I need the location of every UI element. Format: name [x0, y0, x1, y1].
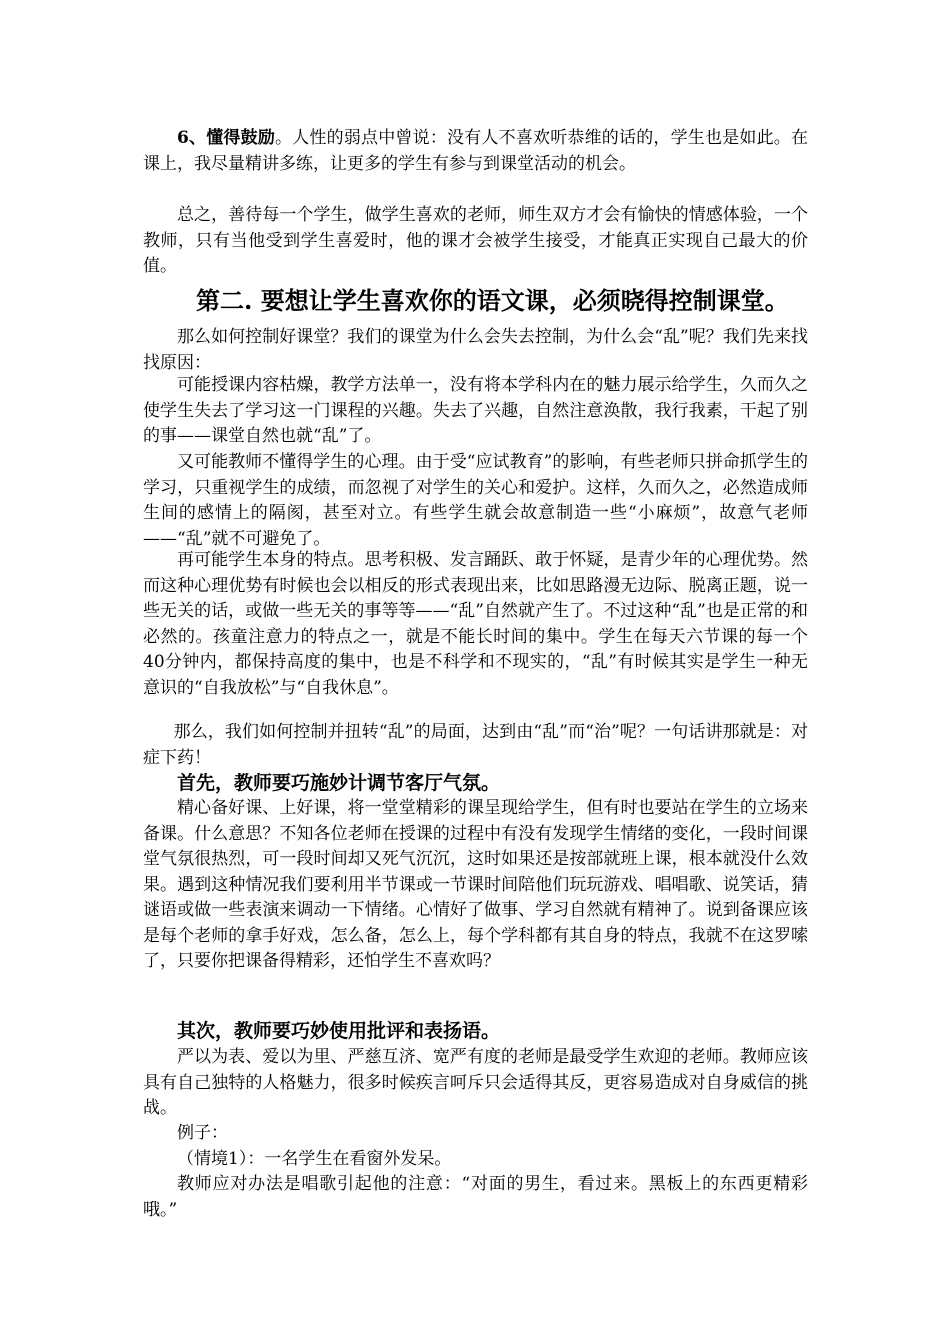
paragraph-encourage [143, 126, 808, 177]
paragraph-reason-3: 再可能学生本身的特点。思考积极、发言踊跃、敢于怀疑，是青少年的心理优势。然而这种心理优势有时候也会以相反的形式表现出来，比如思路漫无边际、脱离正题，说一些无关的话，或做一些无关的事等等——“乱”自然就产生了。不过这种“乱”也是正常的和必然的。孩童注意力的特点之一，就是不能长时间的集中。学生在每天六节课的每一个40分钟内，都保持高度的集中，也是不科学和不现实的，“乱”有时候其实是学生一种无意识的“自我放松”与“自我休息”。 [143, 550, 808, 698]
paragraph-reason-1: 可能授课内容枯燥，教学方法单一，没有将本学科内在的魅力展示给学生，久而久之使学生失去了学习这一门课程的兴趣。失去了兴趣，自然注意涣散，我行我素，干起了别的事——课堂自然也就“乱”了。 [143, 375, 808, 446]
paragraph-summary: 总之，善待每一个学生，做学生喜欢的老师，师生双方才会有愉快的情感体验，一个教师，只有当他受到学生喜爱时，他的课才会被学生接受，才能真正实现自己最大的价值。 [143, 205, 808, 276]
paragraph-question: 那么，我们如何控制并扭转“乱”的局面，达到由“乱”而“治”呢？一句话讲那就是：对症下药！ [143, 722, 808, 768]
paragraph-second-method: 严以为表、爱以为里、严慈互济、宽严有度的老师是最受学生欢迎的老师。教师应该具有自己独特的人格魅力，很多时候疾言呵斥只会适得其反，更容易造成对自身威信的挑战。 [143, 1047, 808, 1118]
heading-first-method: 首先，教师要巧施妙计调节客厅气氛。 [177, 772, 501, 794]
encourage-lead: 6、懂得鼓励 [177, 128, 276, 148]
situation-1: （情境1）：一名学生在看窗外发呆。 [177, 1149, 452, 1169]
paragraph-first-method: 精心备好课、上好课，将一堂堂精彩的课呈现给学生，但有时也要站在学生的立场来备课。什么意思？不知各位老师在授课的过程中有没有发现学生情绪的变化，一段时间课堂气氛很热烈，可一段时间却又死气沉沉，这时如果还是按部就班上课，根本就没什么效果。遇到这种情况我们要利用半节课或一节课时间陪他们玩玩游戏、唱唱歌、说笑话，猜谜语或做一些表演来调动一下情绪。心情好了做事、学习自然就有精神了。说到备课应该是每个老师的拿手好戏，怎么备，怎么上，每个学科都有其自身的特点，我就不在这罗嗦了，只要你把课备得精彩，还怕学生不喜欢吗？ [143, 798, 808, 971]
heading-second-method: 其次，教师要巧妙使用批评和表扬语。 [177, 1020, 501, 1042]
response-1: 教师应对办法是唱歌引起他的注意：“对面的男生，看过来。黑板上的东西更精彩哦。” [143, 1174, 808, 1220]
encourage-body: 。人性的弱点中曾说：没有人不喜欢听恭维的话的，学生也是如此。在课上，我尽量精讲多练，让更多的学生有参与到课堂活动的机会。 [143, 128, 808, 174]
heading-second-part: 第二. 要想让学生喜欢你的语文课，必须晓得控制课堂。 [196, 286, 789, 315]
paragraph-reason-2: 又可能教师不懂得学生的心理。由于受“应试教育”的影响，有些老师只拼命抓学生的学习，只重视学生的成绩，而忽视了对学生的关心和爱护。这样，久而久之，必然造成师生间的感情上的隔阂，甚至对立。有些学生就会故意制造一些“小麻烦”，故意气老师——“乱”就不可避免了。 [143, 452, 808, 549]
example-label: 例子： [177, 1123, 228, 1143]
paragraph-intro: 那么如何控制好课堂？我们的课堂为什么会失去控制，为什么会“乱”呢？我们先来找找原因： [143, 327, 808, 373]
